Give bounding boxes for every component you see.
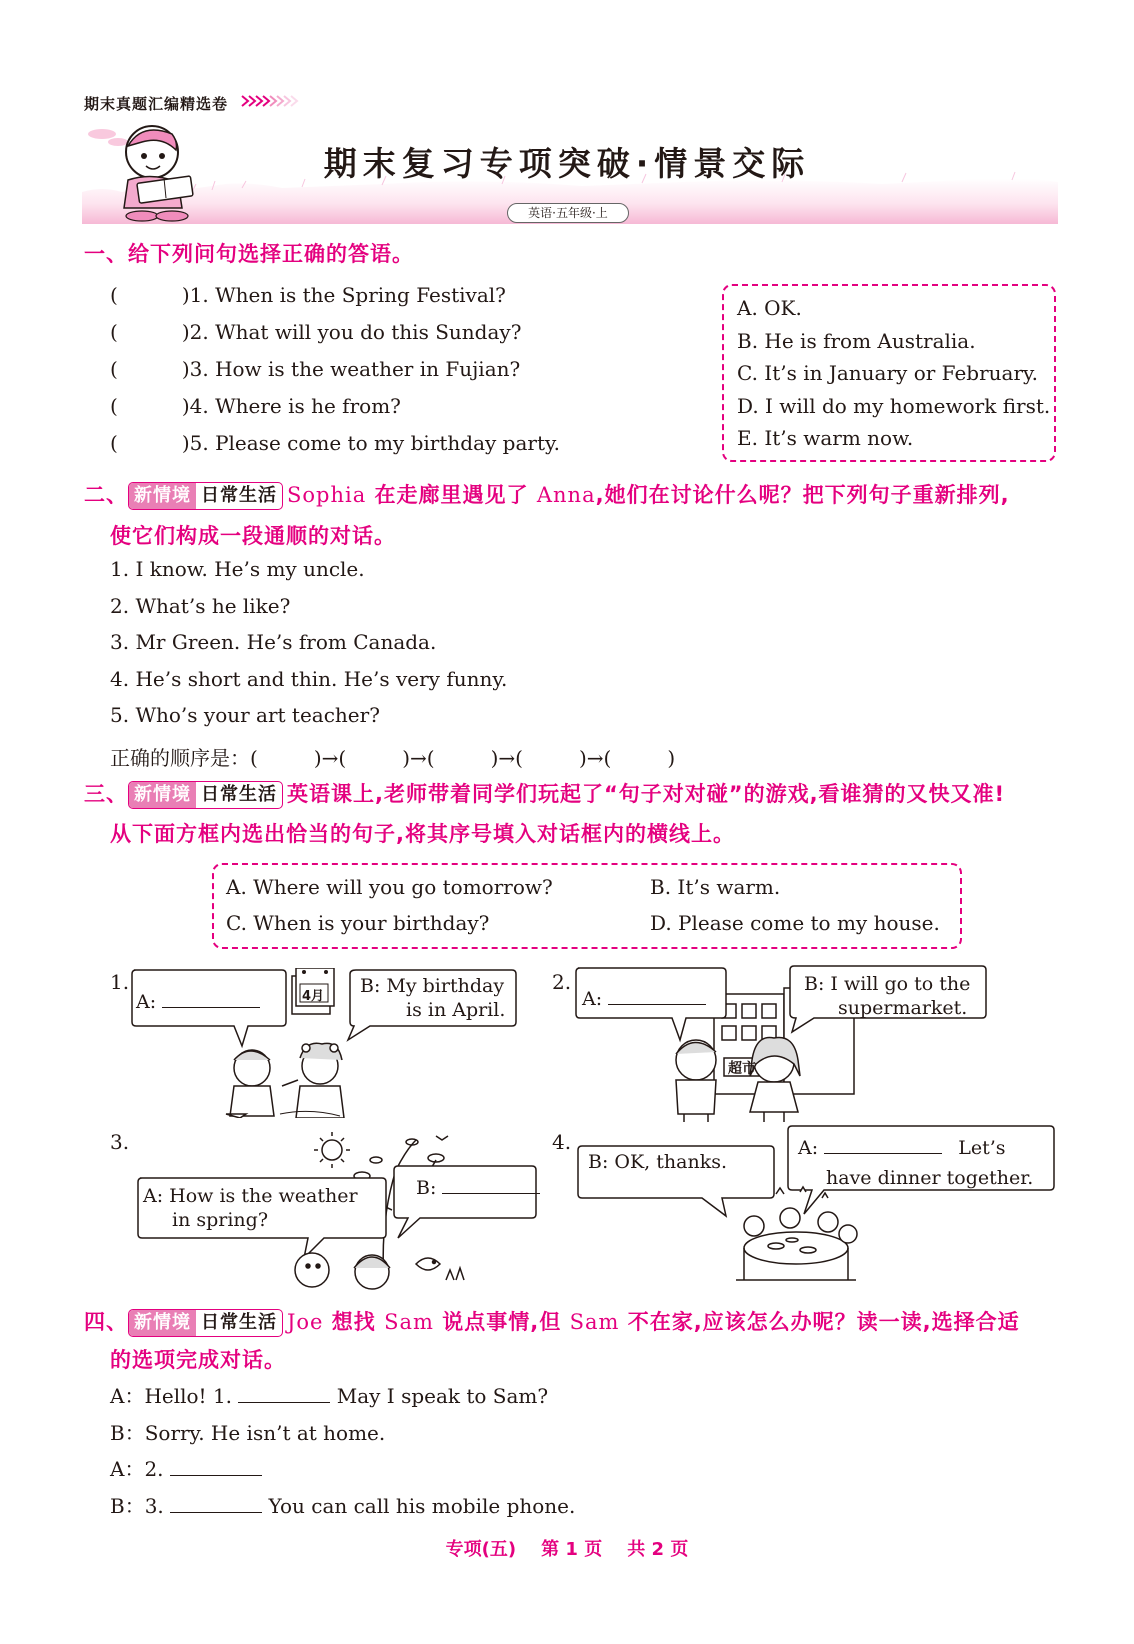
sentence-item: 5. Who’s your art teacher? [110, 703, 380, 727]
answer-blank[interactable] [162, 988, 260, 1008]
section2-sentences [110, 557, 507, 740]
scene1-speaker-b-line1: B: My birthday [360, 975, 505, 997]
family-dinner-icon [736, 1187, 857, 1280]
answer-blank[interactable] [238, 1383, 330, 1403]
option-item: B. It’s warm. [650, 875, 781, 899]
sentence-item: 1. I know. He’s my uncle. [110, 557, 365, 581]
page-footer: 专项(五) 第 1 页 共 2 页 [445, 1539, 689, 1560]
boy-figure-icon [226, 1050, 274, 1118]
scene3-speaker-a-line2: in spring? [172, 1209, 269, 1231]
scene3-speaker-b: B: [416, 1174, 540, 1200]
dialogue-line: A：Hello! 1. May I speak to Sam? [110, 1384, 549, 1408]
dialogue-line: B：3. You can call his mobile phone. [110, 1493, 576, 1518]
chevron-decoration-icon [240, 94, 320, 108]
option-item: D. I will do my homework first. [737, 393, 1051, 418]
section1-heading: 一、给下列问句选择正确的答语。 [84, 242, 414, 266]
scene1-number: 1. [110, 970, 130, 994]
option-item: E. It’s warm now. [737, 426, 914, 450]
answer-blank[interactable] [824, 1134, 942, 1154]
option-item: D. Please come to my house. [650, 911, 940, 935]
option-item: B. He is from Australia. [737, 328, 976, 353]
option-item: A. OK. [737, 296, 802, 320]
scene4-speaker-a-line1: A: Let’s [798, 1134, 1006, 1160]
scene2-speaker-b-line2: supermarket. [838, 997, 968, 1019]
section3-options-box [212, 863, 962, 949]
scene3-speaker-a-line1: A: How is the weather [143, 1185, 358, 1207]
order-answer-row: 正确的顺序是：( )→( )→( )→( )→( ) [110, 746, 676, 770]
scene2-speaker-a: A: [582, 985, 706, 1011]
sentence-item: 4. He’s short and thin. He’s very funny. [110, 666, 508, 691]
scene1-speaker-b-line2: is in April. [406, 999, 506, 1021]
answer-blank[interactable] [170, 1456, 262, 1476]
new-context-tag: 新情境 日常生活 [128, 482, 283, 510]
section3-heading-line2: 从下面方框内选出恰当的句子,将其序号填入对话框内的横线上。 [110, 822, 735, 846]
scene4-number: 4. [552, 1130, 572, 1154]
answer-blank[interactable] [170, 1493, 262, 1513]
dialogue-line: B：Sorry. He isn’t at home. [110, 1420, 386, 1445]
sun-icon [314, 1132, 350, 1168]
dialogue-line: A：2. [110, 1453, 575, 1490]
new-context-tag: 新情境 日常生活 [128, 781, 283, 809]
section2-heading: 二、 新情境 日常生活 Sophia 在走廊里遇见了 Anna,她们在讨论什么呢？把下列句子重新排列, [84, 479, 1010, 510]
section4-dialogue [110, 1380, 575, 1526]
scene4-speaker-b: B: OK, thanks. [588, 1151, 727, 1173]
question-row: ( )3. How is the weather in Fujian? [110, 357, 521, 381]
section1-questions [110, 283, 560, 468]
question-row: ( )5. Please come to my birthday party. [110, 431, 560, 455]
scene2-number: 2. [552, 970, 572, 994]
children-figure-icon [295, 1253, 464, 1289]
question-row: ( )2. What will you do this Sunday? [110, 320, 522, 344]
scene1-speaker-a: A: [136, 988, 260, 1014]
answer-blank[interactable] [608, 985, 706, 1005]
subject-badge: 英语·五年级·上 [507, 203, 629, 223]
calendar-label: 4月 [302, 989, 325, 1004]
supermarket-sign: 超市 [728, 1061, 756, 1077]
sentence-item: 3. Mr Green. He’s from Canada. [110, 630, 437, 654]
scene2-speaker-b-line1: B: I will go to the [804, 973, 971, 995]
section2-heading-line2: 使它们构成一段通顺的对话。 [110, 524, 396, 548]
series-title: 期末真题汇编精选卷 [84, 95, 229, 113]
section4-heading: 四、 新情境 日常生活 Joe 想找 Sam 说点事情,但 Sam 不在家,应该怎么办呢？读一读,选择合适 [84, 1306, 1020, 1337]
boy-figure-icon [676, 1040, 716, 1122]
scene4-speaker-a-line2: have dinner together. [826, 1167, 1034, 1189]
scene3-number: 3. [110, 1130, 130, 1154]
page-title: 期末复习专项突破·情景交际 [323, 144, 811, 183]
option-item: A. Where will you go tomorrow? [226, 875, 553, 899]
section4-heading-line2: 的选项完成对话。 [110, 1348, 286, 1372]
girl-figure-icon [282, 1043, 344, 1118]
section3-heading: 三、 新情境 日常生活 英语课上,老师带着同学们玩起了“句子对对碰”的游戏,看谁猜的又快又准! [84, 778, 1005, 809]
option-item: C. It’s in January or February. [737, 361, 1039, 385]
question-row: ( )1. When is the Spring Festival? [110, 283, 506, 307]
question-row: ( )4. Where is he from? [110, 394, 401, 418]
new-context-tag: 新情境 日常生活 [128, 1309, 283, 1337]
section1-options-box [722, 284, 1056, 462]
option-item: C. When is your birthday? [226, 911, 490, 935]
sentence-item: 2. What’s he like? [110, 593, 291, 618]
answer-blank[interactable] [442, 1174, 540, 1194]
